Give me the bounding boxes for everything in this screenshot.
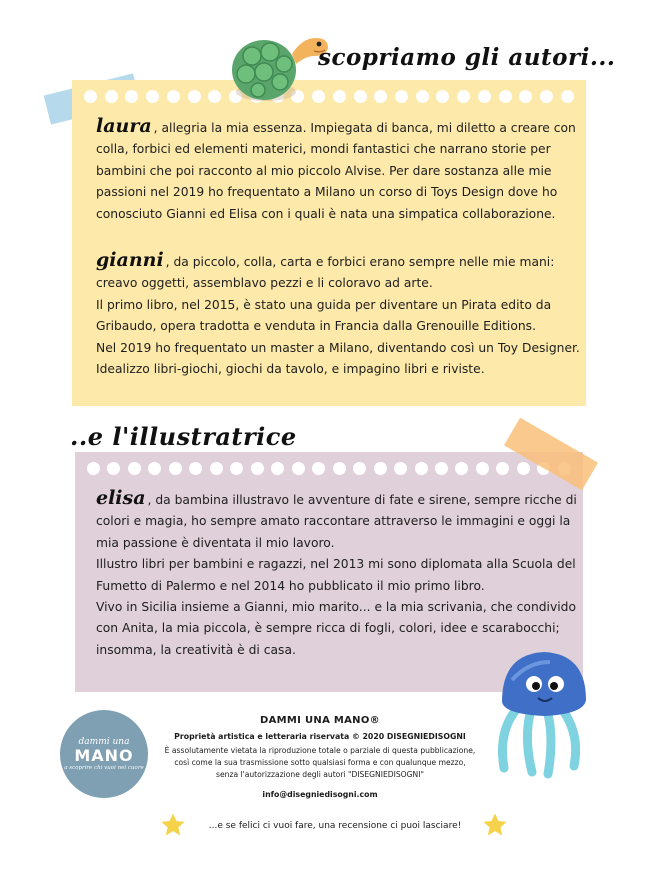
star-icon bbox=[480, 811, 510, 839]
note-holes bbox=[87, 462, 571, 475]
footer-email: info@disegniedisogni.com bbox=[262, 790, 378, 799]
laura-name: laura bbox=[96, 115, 152, 137]
footer-rights: Proprietà artistica e letteraria riservata © 2020 DISEGNIEDISOGNI bbox=[174, 732, 466, 741]
illustrator-heading: ..e l'illustratrice bbox=[70, 422, 297, 451]
gianni-bio: gianni , da piccolo, colla, carta e forbici erano sempre nelle mie mani: creavo oggetti, assemblavo pezzi e li coloravo ad arte. Il primo libro, nel 2015, è stato una guida per diventare un Pirata edito da Gribaudo, opera tradotta e venduta in Francia dalla Grenouille Editions. Nel 2019 ho frequentato un master a Milano, diventando così un Toy Designer. Idealizzo libri-giochi, giochi da tavolo, e impagino libri e riviste. bbox=[96, 249, 580, 377]
star-icon bbox=[158, 811, 188, 839]
authors-heading: scopriamo gli autori... bbox=[318, 44, 616, 71]
elisa-bio: elisa , da bambina illustravo le avventure di fate e sirene, sempre ricche di colori e magia, ho sempre amato raccontare attraverso le immagini e oggi la mia passione è diventata il mio lavoro. Illustro libri per bambini e ragazzi, nel 2013 mi sono diplomata alla Scuola del Fumetto di Palermo e nel 2014 ho pubblicato il mio primo libro. Vivo in Sicilia insieme a Gianni, mio marito... e la mia scrivania, che condivido con Anita, la mia piccola, è sempre ricca di fogli, colori, idee e scarabocchi; insomma, la creatività è di casa. bbox=[96, 487, 577, 657]
elisa-name: elisa bbox=[96, 487, 146, 509]
gianni-name: gianni bbox=[96, 249, 164, 271]
footer-legal: È assolutamente vietata la riproduzione totale o parziale di questa pubblicazione, così come la sua trasmissione sotto qualsiasi forma e con qualunque mezzo, senza l'autorizzazione degli autori "DISEGNIEDISOGNI" bbox=[164, 746, 476, 779]
footer-review-note: ...e se felici ci vuoi fare, una recensione ci puoi lasciare! bbox=[208, 821, 462, 831]
footer-title: DAMMI UNA MANO® bbox=[260, 715, 380, 726]
jellyfish-illustration bbox=[488, 640, 598, 780]
laura-bio: laura , allegria la mia essenza. Impiegata di banca, mi diletto a creare con colla, forbici ed elementi materici, mondi fantastici che narrano storie per bambini che poi racconto al mio piccolo Alvise. Per dare sostanza alle mie passioni nel 2019 ho frequentato a Milano un corso di Toys Design dove ho conosciuto Gianni ed Elisa con i quali è nata una simpatica collaborazione. bbox=[96, 115, 576, 221]
dammi-una-mano-logo: dammi una MANO a scoprire chi vuoi nel cuore bbox=[60, 710, 148, 798]
